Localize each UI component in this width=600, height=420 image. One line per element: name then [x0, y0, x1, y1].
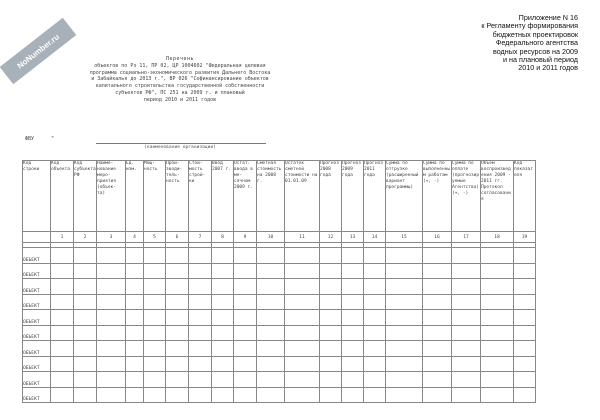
table-cell[interactable] [364, 279, 386, 295]
column-header: Мощ- ность [144, 161, 166, 232]
column-number: 4 [126, 232, 144, 243]
table-cell[interactable] [126, 294, 144, 310]
table-cell[interactable] [257, 372, 285, 388]
title-line: объектов по Рз 11, ПР 02, ЦР 1004602 "Федеральная целевая [94, 62, 266, 69]
table-cell[interactable] [386, 310, 423, 326]
table-cell[interactable] [126, 356, 144, 372]
column-number: 11 [285, 232, 320, 243]
table-cell[interactable] [126, 310, 144, 326]
table-cell[interactable] [166, 310, 189, 326]
organization-caption: (наименование организации) [144, 145, 216, 150]
table-row [23, 294, 536, 310]
row-label: ОБЪЕКТ [23, 310, 51, 326]
table-cell[interactable] [285, 341, 320, 357]
table-cell[interactable] [452, 310, 481, 326]
table-cell[interactable] [234, 387, 257, 403]
table-cell[interactable] [97, 263, 126, 279]
appendix-line: к Регламенту формирования [481, 21, 578, 31]
title-line: период 2010 и 2011 годов [143, 96, 217, 103]
table-cell[interactable] [342, 248, 364, 264]
table-cell[interactable] [364, 310, 386, 326]
table-cell[interactable] [514, 341, 536, 357]
table-cell[interactable] [97, 248, 126, 264]
table-cell[interactable] [144, 294, 166, 310]
table-cell[interactable] [166, 279, 189, 295]
table-cell[interactable] [257, 263, 285, 279]
table-cell[interactable] [97, 372, 126, 388]
table-cell[interactable] [386, 341, 423, 357]
table-cell[interactable] [423, 263, 452, 279]
table-cell[interactable] [257, 341, 285, 357]
table-cell[interactable] [481, 356, 514, 372]
column-number: 18 [481, 232, 514, 243]
organization-row [25, 136, 54, 142]
table-cell[interactable] [51, 372, 74, 388]
column-number: 9 [234, 232, 257, 243]
column-number: 15 [386, 232, 423, 243]
column-header: Прогноз 2011 года [364, 161, 386, 232]
table-cell[interactable] [74, 325, 97, 341]
table-cell[interactable] [285, 248, 320, 264]
table-cell[interactable] [320, 341, 342, 357]
header-row [23, 161, 536, 232]
table-cell[interactable] [452, 279, 481, 295]
table-cell[interactable] [386, 356, 423, 372]
table-cell[interactable] [97, 341, 126, 357]
table-cell[interactable] [234, 279, 257, 295]
table-cell[interactable] [364, 325, 386, 341]
table-cell[interactable] [452, 294, 481, 310]
row-label: ОБЪЕКТ [23, 263, 51, 279]
table-cell[interactable] [189, 294, 212, 310]
table-cell[interactable] [364, 341, 386, 357]
appendix-line: и на плановый период [503, 55, 578, 65]
column-header: Сумма по отгрузке (расширенный вариант программы) [386, 161, 423, 232]
table-cell[interactable] [452, 372, 481, 388]
row-label: ОБЪЕКТ [23, 372, 51, 388]
table-cell[interactable] [212, 372, 234, 388]
table-cell[interactable] [74, 341, 97, 357]
table-cell[interactable] [452, 263, 481, 279]
table-cell[interactable] [423, 248, 452, 264]
table-cell[interactable] [285, 387, 320, 403]
table-cell[interactable] [423, 372, 452, 388]
table-cell[interactable] [126, 387, 144, 403]
table-cell[interactable] [144, 341, 166, 357]
table-cell[interactable] [212, 325, 234, 341]
table-cell[interactable] [74, 387, 97, 403]
column-number: 10 [257, 232, 285, 243]
table-cell[interactable] [212, 341, 234, 357]
table-row [23, 372, 536, 388]
appendix-line: водных ресурсов на 2009 [492, 46, 578, 56]
column-number [23, 232, 51, 243]
table-cell[interactable] [514, 263, 536, 279]
table-cell[interactable] [234, 356, 257, 372]
table-cell[interactable] [386, 325, 423, 341]
table-cell[interactable] [51, 356, 74, 372]
table-cell[interactable] [481, 263, 514, 279]
column-header: Стои- мость строй- ки [189, 161, 212, 232]
column-header: Прогноз 2008 года [320, 161, 342, 232]
table-cell[interactable] [74, 310, 97, 326]
appendix-line: 2010 и 2011 годов [518, 63, 578, 73]
table-cell[interactable] [364, 372, 386, 388]
table-cell[interactable] [189, 372, 212, 388]
table-cell[interactable] [51, 325, 74, 341]
row-label: ОБЪЕКТ [23, 325, 51, 341]
table-cell[interactable] [234, 263, 257, 279]
table-cell[interactable] [342, 372, 364, 388]
column-header: Ед. изм. [126, 161, 144, 232]
table-cell[interactable] [234, 341, 257, 357]
appendix-line: бюджетных проектировок [492, 29, 578, 39]
column-number: 13 [342, 232, 364, 243]
table-cell[interactable] [257, 279, 285, 295]
table-cell[interactable] [51, 310, 74, 326]
table-cell[interactable] [212, 310, 234, 326]
table-row [23, 279, 536, 295]
table-cell[interactable] [285, 356, 320, 372]
table-cell[interactable] [189, 341, 212, 357]
organization-label: ФВУ [25, 136, 35, 142]
table-row [23, 248, 536, 264]
table-cell[interactable] [189, 325, 212, 341]
title-line: Перечень [165, 56, 195, 62]
row-label: ОБЪЕКТ [23, 294, 51, 310]
watermark: NoNumber.ru [0, 18, 76, 85]
row-label: ОБЪЕКТ [23, 387, 51, 403]
row-label: ОБЪЕКТ [23, 356, 51, 372]
table-cell[interactable] [514, 294, 536, 310]
table-cell[interactable] [320, 372, 342, 388]
column-number: 3 [97, 232, 126, 243]
table-cell[interactable] [452, 356, 481, 372]
table-cell[interactable] [423, 356, 452, 372]
table-cell[interactable] [144, 372, 166, 388]
table-cell[interactable] [189, 263, 212, 279]
table-cell[interactable] [97, 310, 126, 326]
table-cell[interactable] [320, 248, 342, 264]
table-row [23, 356, 536, 372]
table-cell[interactable] [423, 310, 452, 326]
table-cell[interactable] [514, 372, 536, 388]
table-cell[interactable] [514, 387, 536, 403]
table-cell[interactable] [189, 310, 212, 326]
table-cell[interactable] [234, 325, 257, 341]
table-cell[interactable] [257, 325, 285, 341]
column-header: Остат. ввода в ме- сячном 2009 г. [234, 161, 257, 232]
title-line: программа социально-экономического развития Дальнего Востока [89, 69, 271, 76]
table-cell[interactable] [74, 279, 97, 295]
table-cell[interactable] [234, 310, 257, 326]
table-cell[interactable] [423, 341, 452, 357]
appendix-line: Федерального агентства [495, 38, 578, 48]
table-cell[interactable] [126, 325, 144, 341]
table-cell[interactable] [74, 248, 97, 264]
table-cell[interactable] [144, 279, 166, 295]
column-number: 14 [364, 232, 386, 243]
table-cell[interactable] [144, 248, 166, 264]
table-cell[interactable] [144, 325, 166, 341]
table-cell[interactable] [423, 294, 452, 310]
column-number: 1 [51, 232, 74, 243]
table-cell[interactable] [514, 279, 536, 295]
table-cell[interactable] [212, 294, 234, 310]
column-number: 5 [144, 232, 166, 243]
table-cell[interactable] [342, 387, 364, 403]
column-number: 12 [320, 232, 342, 243]
column-header: Код строки [23, 161, 51, 232]
table-cell[interactable] [51, 294, 74, 310]
table-cell[interactable] [423, 279, 452, 295]
table-cell[interactable] [452, 248, 481, 264]
column-number: 17 [452, 232, 481, 243]
column-number: 6 [166, 232, 189, 243]
table-cell[interactable] [74, 356, 97, 372]
table-cell[interactable] [481, 387, 514, 403]
table-cell[interactable] [423, 387, 452, 403]
table-cell[interactable] [212, 263, 234, 279]
column-header: Прои- зводи- тель- ность [166, 161, 189, 232]
table-row [23, 387, 536, 403]
table-cell[interactable] [166, 372, 189, 388]
table-cell[interactable] [386, 387, 423, 403]
table-cell[interactable] [234, 294, 257, 310]
title-line: и Забайкалья до 2013 г.", ВР 026 "Софинансирование объектов [91, 76, 269, 83]
table-cell[interactable] [342, 279, 364, 295]
table-cell[interactable] [285, 372, 320, 388]
table-cell[interactable] [285, 325, 320, 341]
table-cell[interactable] [74, 294, 97, 310]
column-header: Код объекта [51, 161, 74, 232]
column-header: Сумма по выполненным работам (+, -) [423, 161, 452, 232]
table-cell[interactable] [481, 310, 514, 326]
appendix-line: Приложение N 16 [518, 13, 578, 22]
table-cell[interactable] [189, 279, 212, 295]
document-title [30, 56, 330, 104]
title-line: капитального строительства государственной собственности [95, 83, 265, 90]
table-cell[interactable] [257, 248, 285, 264]
table-cell[interactable] [144, 387, 166, 403]
table-row [23, 341, 536, 357]
table-cell[interactable] [189, 248, 212, 264]
table-cell[interactable] [452, 325, 481, 341]
table-cell[interactable] [74, 263, 97, 279]
column-number-row [23, 232, 536, 243]
table-cell[interactable] [386, 279, 423, 295]
table-cell[interactable] [144, 263, 166, 279]
table-cell[interactable] [51, 279, 74, 295]
table-cell[interactable] [514, 356, 536, 372]
table-cell[interactable] [166, 325, 189, 341]
table-cell[interactable] [166, 356, 189, 372]
appendix-header [388, 14, 578, 73]
table-cell[interactable] [386, 248, 423, 264]
table-row [23, 325, 536, 341]
table-cell[interactable] [452, 387, 481, 403]
table-cell[interactable] [481, 279, 514, 295]
table-cell[interactable] [97, 279, 126, 295]
table-cell[interactable] [386, 372, 423, 388]
table-cell[interactable] [166, 248, 189, 264]
table-cell[interactable] [189, 387, 212, 403]
table-cell[interactable] [342, 356, 364, 372]
column-header: Прогноз 2009 года [342, 161, 364, 232]
table-cell[interactable] [320, 387, 342, 403]
column-header: Код показателя [514, 161, 536, 232]
table-cell[interactable] [166, 294, 189, 310]
table-row [23, 263, 536, 279]
table-cell[interactable] [285, 279, 320, 295]
column-header: Наиме- нование меро- приятия (объек- та) [97, 161, 126, 232]
table-cell[interactable] [257, 387, 285, 403]
table-cell[interactable] [364, 294, 386, 310]
table-cell[interactable] [166, 263, 189, 279]
table-cell[interactable] [342, 294, 364, 310]
column-header: Ввод 2007 г. [212, 161, 234, 232]
table-cell[interactable] [144, 356, 166, 372]
column-header: Остаток сметной стоимости на 01.01.09 [285, 161, 320, 232]
table-cell[interactable] [320, 263, 342, 279]
table-cell[interactable] [126, 279, 144, 295]
table-cell[interactable] [342, 263, 364, 279]
column-header: Сметная стоимость на 2008 г. [257, 161, 285, 232]
table-cell[interactable] [481, 325, 514, 341]
table-cell[interactable] [51, 263, 74, 279]
table-cell[interactable] [514, 325, 536, 341]
objects-table [22, 160, 536, 403]
table-cell[interactable] [364, 387, 386, 403]
table-cell[interactable] [481, 341, 514, 357]
table-cell[interactable] [364, 263, 386, 279]
table-cell[interactable] [212, 387, 234, 403]
table-row [23, 310, 536, 326]
title-line: субъектов РФ", ПС 251 на 2009 г. и плановый [115, 89, 245, 96]
table-cell[interactable] [342, 341, 364, 357]
table-cell[interactable] [51, 387, 74, 403]
table-cell[interactable] [212, 356, 234, 372]
row-label: ОБЪЕКТ [23, 248, 51, 264]
column-header: Объем воспроизведения 2009 - 2011 гг. Протокол согласования [481, 161, 514, 232]
table-cell[interactable] [51, 248, 74, 264]
table-cell[interactable] [166, 341, 189, 357]
table-cell[interactable] [386, 263, 423, 279]
table-cell[interactable] [481, 294, 514, 310]
table-cell[interactable] [285, 263, 320, 279]
table-cell[interactable] [342, 325, 364, 341]
table-cell[interactable] [481, 248, 514, 264]
table-cell[interactable] [285, 310, 320, 326]
organization-quote: " [51, 136, 55, 142]
table-cell[interactable] [364, 248, 386, 264]
table-cell[interactable] [320, 294, 342, 310]
column-number: 16 [423, 232, 452, 243]
table-cell[interactable] [234, 372, 257, 388]
table-cell[interactable] [97, 387, 126, 403]
table-cell[interactable] [126, 372, 144, 388]
row-label: ОБЪЕКТ [23, 279, 51, 295]
table-cell[interactable] [97, 294, 126, 310]
table-cell[interactable] [257, 294, 285, 310]
table-cell[interactable] [320, 356, 342, 372]
column-header: Код субъекта РФ [74, 161, 97, 232]
table-cell[interactable] [257, 356, 285, 372]
table-cell[interactable] [320, 325, 342, 341]
column-number: 7 [189, 232, 212, 243]
table-cell[interactable] [97, 325, 126, 341]
table-cell[interactable] [514, 310, 536, 326]
table-cell[interactable] [126, 341, 144, 357]
table-cell[interactable] [74, 372, 97, 388]
table-cell[interactable] [51, 341, 74, 357]
organization-line [96, 143, 266, 144]
table-cell[interactable] [189, 356, 212, 372]
table-cell[interactable] [320, 310, 342, 326]
column-number: 8 [212, 232, 234, 243]
table-cell[interactable] [364, 356, 386, 372]
column-number: 2 [74, 232, 97, 243]
table-cell[interactable] [342, 310, 364, 326]
table-cell[interactable] [212, 279, 234, 295]
table-cell[interactable] [166, 387, 189, 403]
table-cell[interactable] [144, 310, 166, 326]
table-cell[interactable] [423, 325, 452, 341]
row-label: ОБЪЕКТ [23, 341, 51, 357]
table-cell[interactable] [97, 356, 126, 372]
table-cell[interactable] [257, 310, 285, 326]
table-cell[interactable] [126, 248, 144, 264]
table-cell[interactable] [320, 279, 342, 295]
table-cell[interactable] [452, 341, 481, 357]
table-cell[interactable] [126, 263, 144, 279]
table-cell[interactable] [386, 294, 423, 310]
table-cell[interactable] [514, 248, 536, 264]
table-cell[interactable] [285, 294, 320, 310]
column-number: 19 [514, 232, 536, 243]
table-cell[interactable] [212, 248, 234, 264]
table-cell[interactable] [481, 372, 514, 388]
table-cell[interactable] [234, 248, 257, 264]
column-header: Сумма по оплате (прогнозируемые Агентства) (+, -) [452, 161, 481, 232]
